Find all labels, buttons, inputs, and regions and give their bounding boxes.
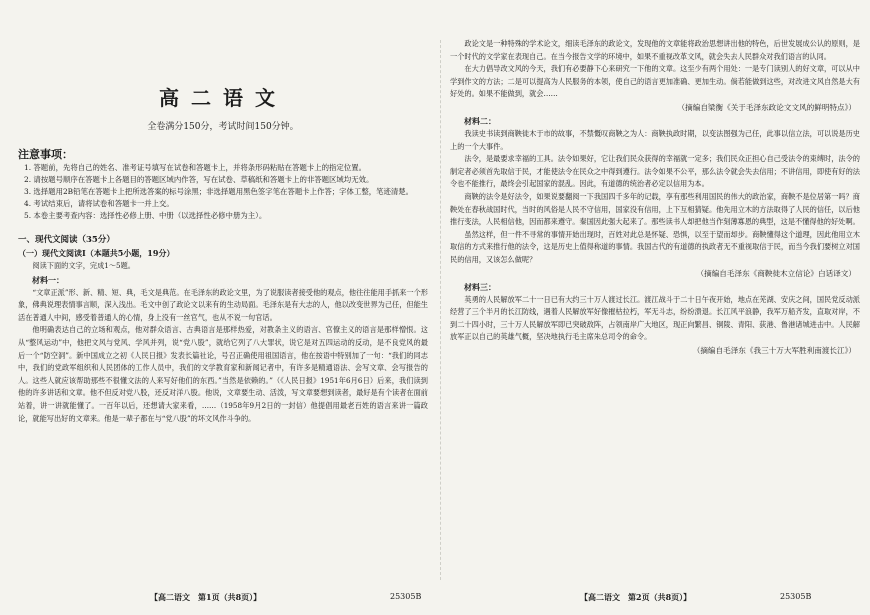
page-1-footer [150, 592, 422, 603]
note-item: 5. 本卷主要考查内容：选择性必修上册、中册（以选择性必修中册为主）。 [24, 211, 267, 220]
instruction-text: 阅读下面的文字，完成1～5题。 [32, 261, 135, 270]
subsection-heading: （一）现代文阅读Ⅰ（本题共5小题，19分） [18, 248, 175, 258]
note-item: 3. 选择题用2B铅笔在答题卡上把所选答案的标号涂黑；非选择题用黑色签字笔在答题卡上作答；字体工整，笔迹清楚。 [24, 187, 414, 196]
page-2 [450, 0, 860, 615]
material-label: 材料三： [464, 281, 496, 292]
note-item: 2. 请按题号顺序在答题卡上各题目的答题区域内作答，写在试卷、草稿纸和答题卡上的非答题区域均无效。 [24, 175, 374, 184]
paragraph: “文章正派”形、新、精、短、典，毛文是典范。在毛泽东的政论文里，为了说服读者接受他的观点，他往往能用手抓来一个形象，佛典说理表情事言顺，深入浅出。毛文中创了政论文以来有的生动局面。毛泽东是有大志的人，他以改变世界为己任，但能生活在普通人中间，感受着普通人的心情，身上没有一丝官气，也从不说一句官话。 [18, 287, 428, 322]
material-label: 材料二： [464, 115, 496, 126]
source-citation: （摘编自梁衡《关于毛泽东政论文文风的鲜明特点》） [677, 102, 856, 112]
paragraph: 虽然这样，但一件不寻常的事情开始出现时，百姓对此总是怀疑、恐惧，以至于望而却步。商鞅懂得这个道理，因此他用立木取信的方式来推行他的法令，这是历史上值得称道的事情。我国古代的有道德的执政者无不重视取信于民，而当今我们要树立对国民的信用，又该怎么做呢？ [450, 229, 860, 264]
note-item: 4. 考试结束后，请将试卷和答题卡一并上交。 [24, 199, 174, 208]
section-heading: 一、现代文阅读（35分） [18, 235, 115, 245]
footer-page-label: 【高二语文 第2页（共8页）】 [580, 592, 692, 602]
paragraph: 我读史书读到商鞅徙木于市的故事，不禁慨叹商鞅之为人：商鞅执政时期，以变法图强为己任，此事以信立法，可以说是历史上的一个大事件。 [450, 128, 860, 151]
note-item: 1. 答题前，先将自己的姓名、准考证号填写在试卷和答题卡上，并将条形码粘贴在答题卡上的指定位置。 [24, 163, 366, 172]
exam-subtitle: 全卷满分150分，考试时间150分钟。 [147, 122, 299, 132]
paragraph: 商鞅的法令是好法令，如果说要翻阅一下我国四千多年的记载，享有那些利用国民的伟大的政治家，商鞅不是位居第一吗？商鞅处在春秋战国时代，当时的风俗是人民不守信用，国家没有信用，上下互相猜疑。他先用立木的方法取得了人民的信任，以后他推行变法，人民相信他，因而都来遵守。秦国因此强大起来了。那些读书人却把他当作刻薄寡恩的典型，这是不懂得他的好处啊。 [450, 191, 860, 227]
paragraph: 在大力倡导改文风的今天，我们有必要静下心来研究一下他的文章。这至少有两个用处：一是专门读别人的好文章，可以从中学到作文的方法；二是可以提高为人民服务的本领，使自己的语言更加准确、更加生动。倘若能做到这些，对改进文风自然是大有好处的。如果不能做到，就会…… [450, 64, 860, 99]
notes-heading: 注意事项： [18, 148, 73, 161]
page-divider [440, 40, 441, 580]
paragraph: 他明确表达自己的立场和观点，他对群众语言、古典语言是那样热爱，对教条主义的语言、官僚主义的语言是那样憎恨。这从“整风运动”中，他把文风与党风、学风并列，说“党八股”，就给它列了八大罪状，说它是对五四运动的反动，是不良党风的最后一个“防空洞”。新中国成立之初《人民日报》发表长篇社论，号召正确使用祖国语言，他在按语中特别加了一句：“我们的同志中，我们的党政军组织和人民团体的工作人员中，我们的文学教育家和新闻记者中，有许多是精通语法、会写文章、会写报告的人。这些人就应该帮助那些不很懂文法的人来写好他们的东西。”当然是依赖的。”（《人民日报》1951年6月6日）后来，我们读到他的许多讲话和文章。他不但反对党八股，还反对洋八股。他说，文章要生动、活泼，写文章要想到读者，最好是有个读者在面前站着，讲一讲就能懂了。一百年以后，还想请大家来看，……（1958年9月2日的一封信）他提倡用最老百姓的语言来讲一篇政论，就能写出好的文章来。他是一辈子都在与“党八股”的坏文风作斗争的。 [18, 325, 428, 423]
footer-code: 25305B [780, 592, 812, 601]
footer-page-label: 【高二语文 第1页（共8页）】 [150, 592, 262, 602]
source-citation: （摘编自毛泽东《商鞅徙木立信论》白话译文） [696, 268, 856, 278]
page-1 [18, 0, 428, 615]
footer-code: 25305B [390, 592, 422, 601]
material-label: 材料一： [32, 274, 64, 285]
page-2-footer [580, 592, 812, 603]
source-citation: （摘编自毛泽东《我三十万大军胜利南渡长江》） [692, 345, 856, 355]
paragraph: 英勇的人民解放军二十一日已有大约三十万人渡过长江。渡江战斗于二十日午夜开始，地点在芜湖、安庆之间，国民党反动派经营了三个半月的长江防线，遇着人民解放军好像摧枯拉朽，军无斗志，纷纷溃退。长江风平浪静，我军万船齐发，直取对岸，不到二十四小时，三十万人民解放军即已突破敌阵，占领南岸广大地区，现正向繁昌、铜陵、青阳、荻港、鲁港诸城进击中。人民解放军正以自己的英雄气概，坚决地执行毛主席朱总司令的命令。 [450, 294, 860, 342]
exam-title: 高二语文 [159, 86, 287, 110]
paragraph: 法令，是最要求幸福的工具。法令如果好，它让我们民众获得的幸福就一定多；我们民众正担心自己受法令的束缚时，法令的制定者必须首先取信于民，才能使法令在民众之中得到遵行。法令如果不公平，那么法令就会失去信用；不讲信用，即使有好的法令也不能推行，最终会引起国家的混乱。因此，有道德的统治者必定以信用为本。 [450, 154, 860, 189]
paragraph: 政论文是一种特殊的学术论文，细读毛泽东的政论文，发现他的文章能将政治思想讲出他的特色，后世发展成公认的原则，是一个时代的文学家在表现自己。在当今报告文学的环境中，如果不重视改革文风，就会失去人民群众对我们语言的认同。 [450, 39, 860, 61]
